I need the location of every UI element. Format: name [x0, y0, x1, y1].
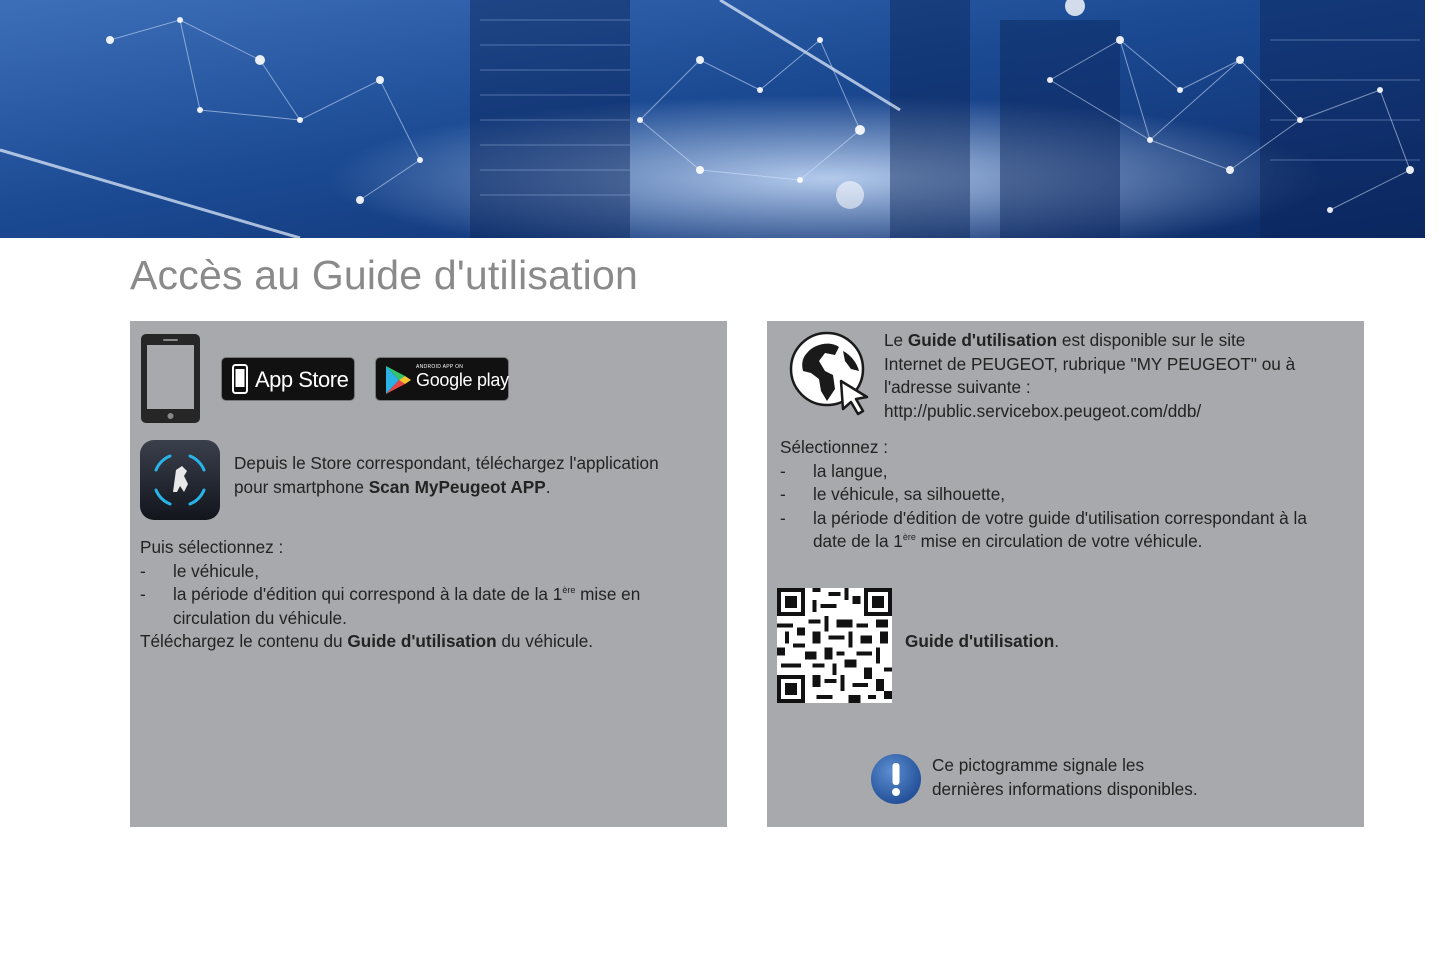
globe-cursor-icon — [789, 331, 875, 417]
bullet-dash: - — [780, 460, 786, 481]
app-download-instructions — [234, 452, 659, 499]
bullet-dash: - — [780, 507, 786, 528]
banner-network-illustration — [0, 0, 1425, 238]
bullet-text: la période d'édition de votre guide d'utilisation correspondant à la — [813, 507, 1307, 528]
left-selection-instructions — [140, 536, 710, 654]
qr-code-icon[interactable] — [777, 588, 892, 703]
page-title: Accès au Guide d'utilisation — [130, 252, 638, 298]
select-intro: Puis sélectionnez : — [140, 537, 284, 557]
web-intro-line3: l'adresse suivante : — [884, 377, 1031, 398]
guide-name-bold: Guide d'utilisation — [905, 631, 1055, 651]
guide-name-bold: Guide d'utilisation — [907, 330, 1058, 350]
qr-code-caption — [905, 630, 1059, 654]
superscript-ere: ère — [902, 532, 916, 543]
info-note-line1: Ce pictogramme signale les — [932, 755, 1145, 775]
download-guide-line — [140, 630, 710, 654]
right-bullet-edition-period — [780, 507, 1355, 554]
web-intro-line2: Internet de PEUGEOT, rubrique "MY PEUGEOT" ou à — [884, 353, 1296, 374]
caption-punct: . — [1054, 631, 1060, 651]
apple-icon — [232, 364, 248, 394]
bullet-text: mise en circulation de votre véhicule. — [915, 531, 1203, 552]
bullet-text: circulation du véhicule. — [173, 607, 347, 628]
app-store-label: App Store — [255, 367, 349, 392]
bullet-dash: - — [780, 484, 786, 505]
left-bullet-vehicle — [140, 560, 710, 584]
bullet-text: la langue, — [813, 460, 888, 481]
info-pictogram-note — [932, 754, 1198, 801]
bullet-dash: - — [140, 560, 146, 581]
google-play-triangle-icon — [384, 365, 412, 395]
guide-name-bold: Guide d'utilisation — [347, 631, 497, 652]
right-selection-instructions — [780, 436, 1355, 554]
app-intro-punct: . — [545, 476, 551, 497]
superscript-ere: ère — [562, 585, 576, 596]
web-intro-text: est disponible sur le site — [1057, 330, 1246, 350]
download-text: Téléchargez le contenu du — [140, 631, 348, 652]
google-play-badge[interactable] — [375, 357, 509, 401]
download-text: du véhicule. — [496, 631, 594, 652]
exclamation-info-icon — [870, 753, 922, 805]
bullet-text: mise en — [575, 584, 641, 605]
select-intro: Sélectionnez : — [780, 437, 888, 457]
right-bullet-language — [780, 460, 1355, 484]
scan-mypeugeot-app-icon[interactable] — [140, 440, 220, 520]
web-intro-line1 — [884, 329, 1295, 353]
right-panel-web-access — [767, 321, 1364, 827]
info-note-line2: dernières informations disponibles. — [932, 778, 1198, 799]
right-bullet-vehicle — [780, 483, 1355, 507]
app-name-bold: Scan MyPeugeot APP — [368, 476, 546, 497]
bullet-text: la période d'édition qui correspond à la date de la 1 — [173, 584, 563, 605]
google-play-label: Google play — [416, 370, 509, 390]
left-bullet-edition-period — [140, 583, 710, 630]
header-banner-image — [0, 0, 1425, 238]
app-intro-line1: Depuis le Store correspondant, téléchargez l'application — [234, 453, 659, 473]
web-intro-text: Le — [884, 330, 908, 350]
smartphone-icon — [140, 333, 201, 424]
bullet-text: le véhicule, sa silhouette, — [813, 484, 1006, 505]
app-intro-line2 — [234, 476, 659, 500]
app-store-badge[interactable] — [221, 357, 355, 401]
bullet-text: date de la 1 — [813, 531, 903, 552]
app-intro-text: pour smartphone — [234, 476, 369, 497]
bullet-text: le véhicule, — [173, 560, 259, 581]
left-panel-app-access — [130, 321, 727, 827]
bullet-dash: - — [140, 584, 146, 605]
servicebox-url-link[interactable]: http://public.servicebox.peugeot.com/ddb/ — [884, 400, 1202, 421]
google-play-small-label: ANDROID APP ON — [416, 364, 464, 370]
website-availability-text — [884, 329, 1295, 423]
